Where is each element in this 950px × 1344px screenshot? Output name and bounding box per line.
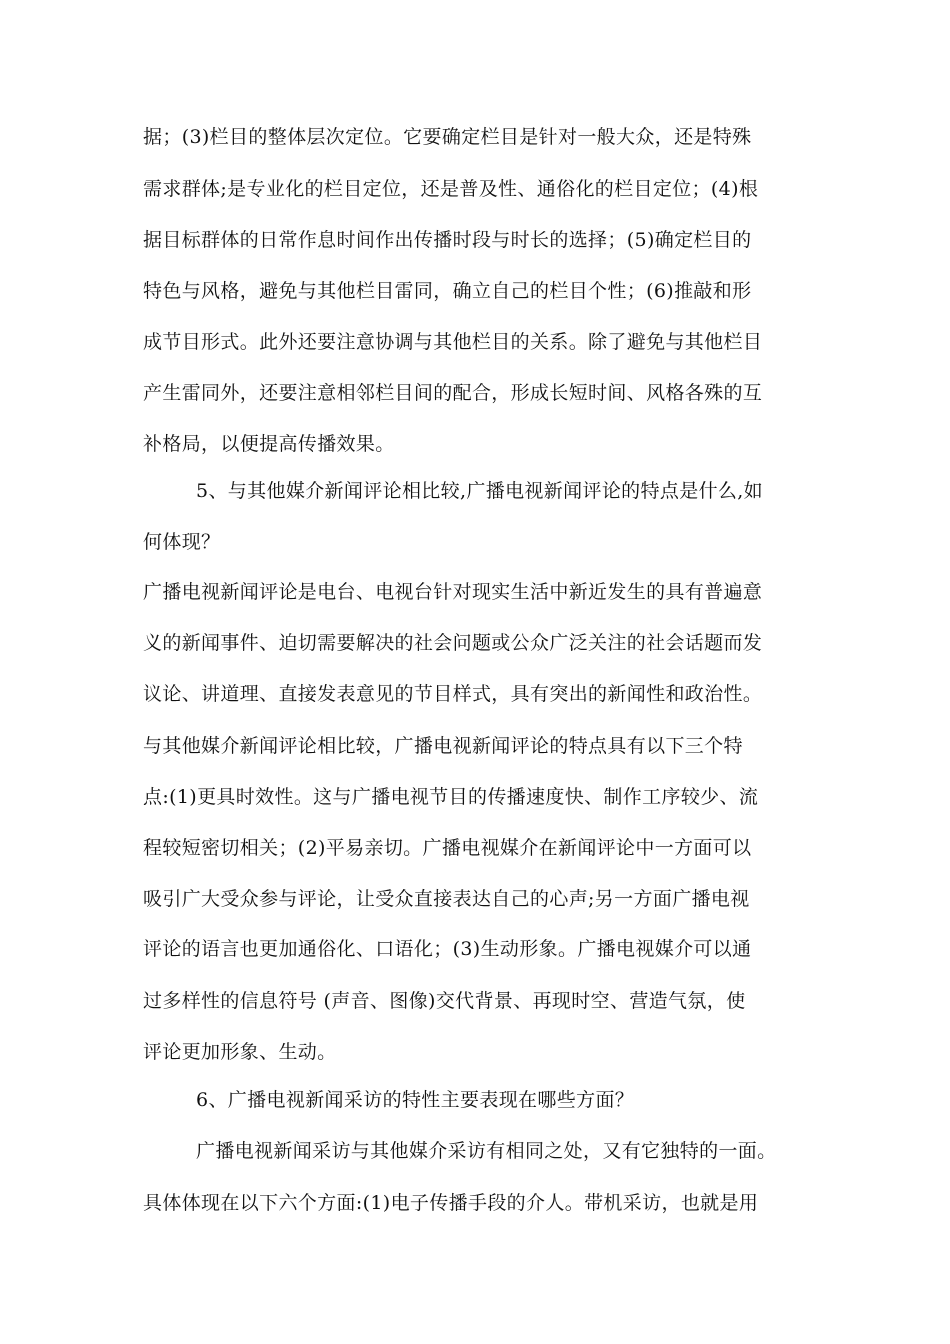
text-line: 评论更加形象、生动。 [143, 1041, 337, 1063]
text-line: 与其他媒介新闻评论相比较，广播电视新闻评论的特点具有以下三个特 [143, 735, 743, 757]
text-line: 据目标群体的日常作息时间作出传播时段与时长的选择；(5)确定栏目的 [143, 229, 752, 251]
text-line: 补格局，以便提高传播效果。 [143, 433, 395, 455]
text-line: 过多样性的信息符号 (声音、图像)交代背景、再现时空、营造气氛，使 [143, 990, 746, 1012]
text-line: 具体体现在以下六个方面:(1)电子传播手段的介人。带机采访，也就是用 [143, 1192, 759, 1214]
text-line: 义的新闻事件、迫切需要解决的社会问题或公众广泛关注的社会话题而发 [143, 632, 763, 654]
text-line: 成节目形式。此外还要注意协调与其他栏目的关系。除了避免与其他栏目 [143, 331, 763, 353]
question-heading: 5、与其他媒介新闻评论相比较,广播电视新闻评论的特点是什么,如 [196, 480, 764, 502]
text-line: 议论、讲道理、直接发表意见的节目样式，具有突出的新闻性和政治性。 [143, 683, 763, 705]
text-line: 产生雷同外，还要注意相邻栏目间的配合，形成长短时间、风格各殊的互 [143, 382, 763, 404]
text-line: 特色与风格，避免与其他栏目雷同，确立自己的栏目个性；(6)推敲和形 [143, 280, 752, 302]
text-line: 需求群体;是专业化的栏目定位，还是普及性、通俗化的栏目定位；(4)根 [143, 178, 759, 200]
question-heading: 6、广播电视新闻采访的特性主要表现在哪些方面？ [196, 1089, 635, 1111]
text-line: 吸引广大受众参与评论，让受众直接表达自己的心声;另一方面广播电视 [143, 888, 750, 910]
question-heading: 何体现？ [143, 531, 221, 553]
text-line: 点:(1)更具时效性。这与广播电视节目的传播速度快、制作工序较少、流 [143, 786, 759, 808]
text-line: 广播电视新闻评论是电台、电视台针对现实生活中新近发生的具有普遍意 [143, 581, 763, 603]
text-line: 评论的语言也更加通俗化、口语化；(3)生动形象。广播电视媒介可以通 [143, 938, 752, 960]
text-line: 程较短密切相关；(2)平易亲切。广播电视媒介在新闻评论中一方面可以 [143, 837, 752, 859]
text-line: 广播电视新闻采访与其他媒介采访有相同之处，又有它独特的一面。 [196, 1140, 777, 1162]
text-line: 据；(3)栏目的整体层次定位。它要确定栏目是针对一般大众，还是特殊 [143, 126, 752, 148]
